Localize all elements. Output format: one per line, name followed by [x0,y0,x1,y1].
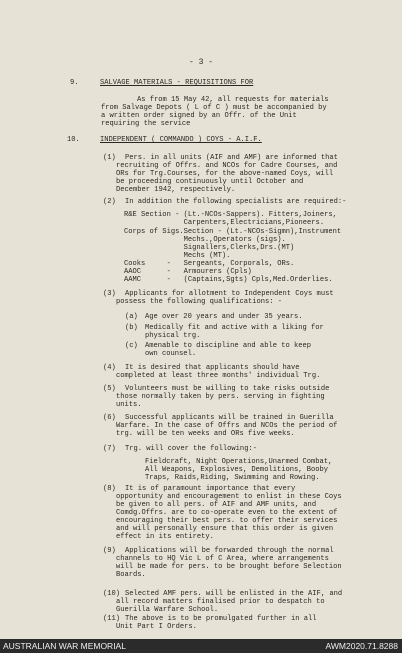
para-2-lead: In addition the following specialists are required:- [125,198,347,206]
section-9-line: requiring the service [101,120,191,128]
section-9-line: a written order signed by an Offr. of the Unit [101,112,297,120]
para-1-line: ORs for Trg.Courses, for the above-named Coys, will [116,170,334,178]
para-9-line: channels to HQ Vic L of C Area, where arrangements [116,555,329,563]
para-6-number: (6) [103,414,116,422]
para-1-line: recruiting of Offrs. and NCOs for Cadre Courses, and [116,162,338,170]
para-1-line: December 1942, respectively. [116,186,236,194]
para-3-lead: Applicants for allotment to Independent Coys must [125,290,334,298]
footer-source: AUSTRALIAN WAR MEMORIAL [3,641,126,651]
para-10-line: Selected AMF pers. will be enlisted in the AIF, and [125,590,343,598]
section-9-number: 9. [70,79,79,87]
item-c-text: Amenable to discipline and able to keep [145,342,312,350]
para-8-line: encouraging their best pers. to offer their services [116,517,338,525]
item-b-label: (b) [125,324,138,332]
item-c-label: (c) [125,342,138,350]
para-10-number: (10) [103,590,121,598]
para-2-number: (2) [103,198,116,206]
section-9-line: from Salvage Depots ( L of C ) must be accompanied by [101,104,327,112]
specialist-line: Mechs (MT). [124,252,231,260]
para-5-line: units. [116,401,142,409]
para-7-line: Traps, Raids,Riding, Swimming and Rowing. [145,474,320,482]
para-8-line: and will personally ensure that this order is given [116,525,334,533]
para-3-number: (3) [103,290,116,298]
para-7-number: (7) [103,445,116,453]
para-5-line: those normally taken by pers. serving in fighting [116,393,325,401]
specialist-line: AAOC - Armourers (Cpls) [124,268,252,276]
para-10-line: all record matters finalised prior to despatch to [116,598,325,606]
specialist-line: AAMC - (Captains,Sgts) Cpls,Med.Orderlies. [124,276,333,284]
specialist-line: Cooks - Sergeants, Corporals, ORs. [124,260,295,268]
para-5-line: Volunteers must be willing to take risks outside [125,385,330,393]
para-8-line: It is of paramount importance that every [125,485,296,493]
specialist-line: Carpenters,Electricians,Pioneers. [124,219,325,227]
para-1-line: be proceeding continuously until October and [116,178,304,186]
para-9-line: Boards. [116,571,146,579]
para-3-lead: possess the following qualifications: - [116,298,283,306]
specialist-line: Signallers,Clerks,Drs.(MT) [124,244,295,252]
page-number: - 3 - [188,58,213,67]
para-8-number: (8) [103,485,116,493]
para-7-lead: Trg. will cover the following:- [125,445,257,453]
item-b-text: Medically fit and active with a liking for [145,324,324,332]
para-8-line: be given to all pers. of AIF and AMF units, and [116,501,317,509]
para-1-line: Pers. in all units (AIF and AMF) are informed that [125,154,338,162]
item-c-text: own counsel. [145,350,197,358]
para-5-number: (5) [103,385,116,393]
item-b-text: physical trg. [145,332,201,340]
archive-footer [0,639,402,653]
section-10-number: 10. [67,136,80,144]
para-8-line: opportunity and encouragement to enlist in these Coys [116,493,342,501]
para-4-number: (4) [103,364,116,372]
para-9-line: will be made for pers. to be brought before Selection [116,563,342,571]
para-8-line: effect in its entirety. [116,533,214,541]
para-6-line: Warfare. In the case of Offrs and NCOs the period of [116,422,338,430]
item-a-text: Age over 20 years and under 35 years. [145,313,303,321]
specialist-line: Mechs.,Operators (sigs). [124,236,286,244]
specialist-line: R&E Section - (Lt.-NCOs-Sappers). Fitters,Joiners, [124,211,337,219]
para-9-number: (9) [103,547,116,555]
item-a-label: (a) [125,313,138,321]
para-9-line: Applications will be forwarded through the normal [125,547,334,555]
para-6-line: trg. will be ten weeks and ORs five weeks. [116,430,295,438]
para-4-line: completed at least three months' individual Trg. [116,372,321,380]
para-6-line: Successful applicants will be trained in Guerilla [125,414,334,422]
para-11-line: Unit Part I Orders. [116,623,197,631]
para-1-number: (1) [103,154,116,162]
para-11-line: The above is to be promulgated further in all [125,615,317,623]
para-4-line: It is desired that applicants should have [125,364,300,372]
para-8-line: Comdg.Offrs. are to co-operate even to the extent of [116,509,338,517]
para-11-number: (11) [103,615,121,623]
para-7-line: All Weapons, Explosives, Demolitions, Booby [145,466,329,474]
section-9-line: As from 15 May 42, all requests for materials [137,96,329,104]
footer-accession-id: AWM2020.71.8288 [325,641,398,651]
para-7-line: Fieldcraft, Night Operations,Unarmed Combat, [145,458,333,466]
section-10-heading: INDEPENDENT ( COMMANDO ) COYS - A.I.F. [100,136,262,144]
specialist-line: Corps of Sigs.Section - (Lt.-NCOs-Sigmn),Instrument [124,228,342,236]
para-10-line: Guerilla Warfare School. [116,606,219,614]
section-9-heading: SALVAGE MATERIALS - REQUISITIONS FOR [100,79,254,87]
